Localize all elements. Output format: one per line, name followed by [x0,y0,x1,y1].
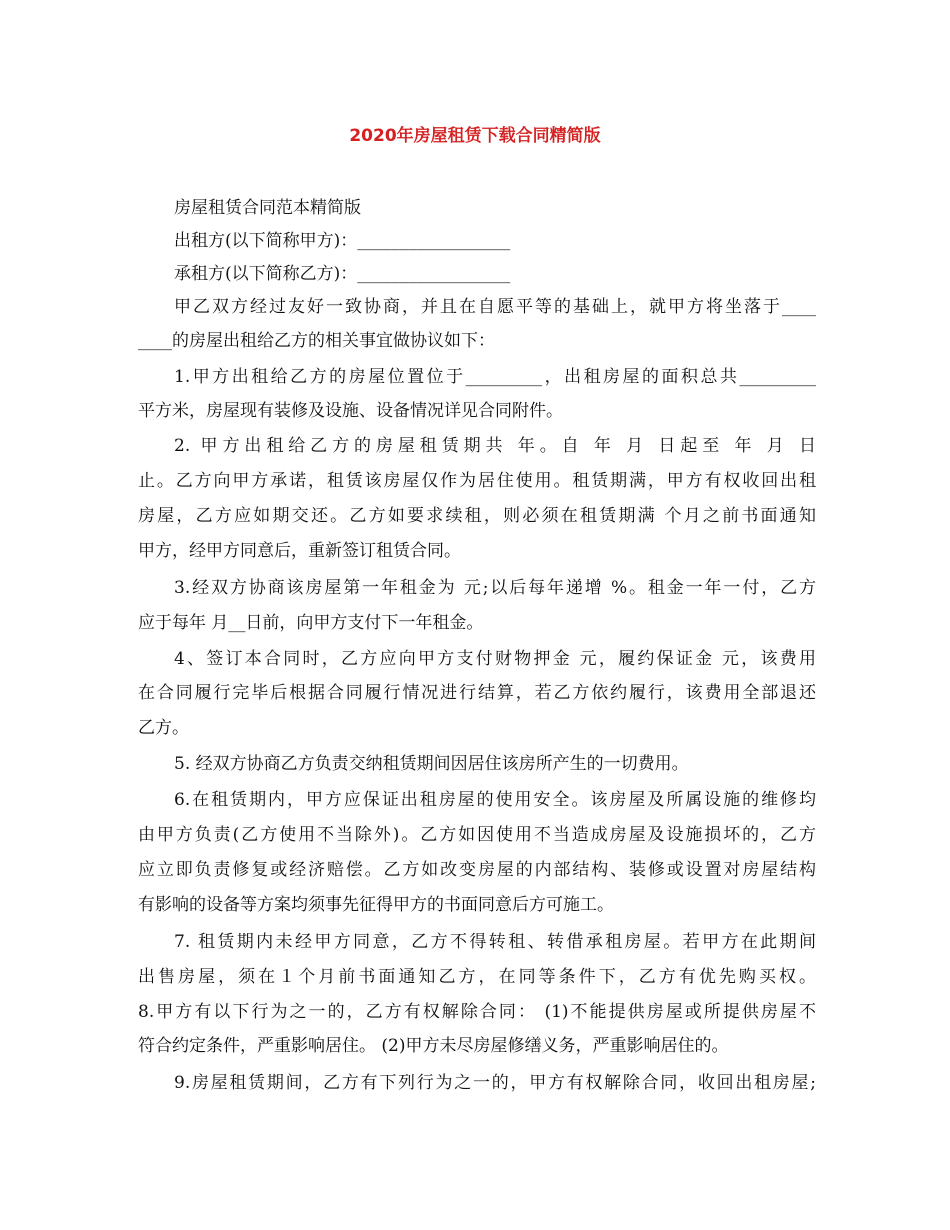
text-line: 出售房屋，须在１个月前书面通知乙方，在同等条件下，乙方有优先购买权。 [138,967,816,987]
text-line: 出租方(以下简称甲方)：__________________ [174,231,511,251]
text-line: 由甲方负责(乙方使用不当除外)。乙方如因使用不当造成房屋及设施损坏的，乙方 [138,825,816,845]
text-line: 2. 甲方出租给乙方的房屋租赁期共 年。自 年 月 日起至 年 月 日 [174,436,816,456]
text-line: 止。乙方向甲方承诺，租赁该房屋仅作为居住使用。租赁期满，甲方有权收回出租 [138,471,816,491]
text-line: 9.房屋租赁期间，乙方有下列行为之一的，甲方有权解除合同，收回出租房屋; [174,1073,816,1093]
text-line: 1.甲方出租给乙方的房屋位置位于_________，出租房屋的面积总共_________ [174,367,816,387]
text-line: 承租方(以下简称乙方)：__________________ [174,264,511,284]
text-line: 应于每年 月__日前，向甲方支付下一年租金。 [138,613,484,633]
text-line: 甲方，经甲方同意后，重新签订租赁合同。 [138,541,461,561]
text-line: 7. 租赁期内未经甲方同意，乙方不得转租、转借承租房屋。若甲方在此期间 [174,932,816,952]
text-line: 平方米，房屋现有装修及设施、设备情况详见合同附件。 [138,401,563,421]
text-line: 在合同履行完毕后根据合同履行情况进行结算，若乙方依约履行，该费用全部退还 [138,683,816,703]
text-line: 4、签订本合同时，乙方应向甲方支付财物押金 元，履约保证金 元，该费用 [174,649,816,669]
document-title: 2020年房屋租赁下载合同精简版 [349,126,601,146]
text-line: 有影响的设备等方案均须事先征得甲方的书面同意后方可施工。 [138,895,614,915]
text-line: 乙方。 [138,718,189,738]
text-line: 房屋租赁合同范本精简版 [174,198,361,218]
text-line: 8.甲方有以下行为之一的，乙方有权解除合同： (1)不能提供房屋或所提供房屋不 [138,1002,816,1022]
text-line: 应立即负责修复或经济赔偿。乙方如改变房屋的内部结构、装修或设置对房屋结构 [138,860,816,880]
text-line: 6.在租赁期内，甲方应保证出租房屋的使用安全。该房屋及所属设施的维修均 [174,790,816,810]
text-line: 3.经双方协商该房屋第一年租金为 元;以后每年递增 %。租金一年一付，乙方 [174,578,816,598]
text-line: 符合约定条件，严重影响居住。 (2)甲方未尽房屋修缮义务，严重影响居住的。 [138,1036,729,1056]
text-line: 5. 经双方协商乙方负责交纳租赁期间因居住该房所产生的一切费用。 [174,754,689,774]
text-line: ____的房屋出租给乙方的相关事宜做协议如下： [138,331,495,351]
text-line: 甲乙双方经过友好一致协商，并且在自愿平等的基础上，就甲方将坐落于____ [174,297,816,317]
text-line: 房屋，乙方应如期交还。乙方如要求续租，则必须在租赁期满 个月之前书面通知 [138,506,816,526]
